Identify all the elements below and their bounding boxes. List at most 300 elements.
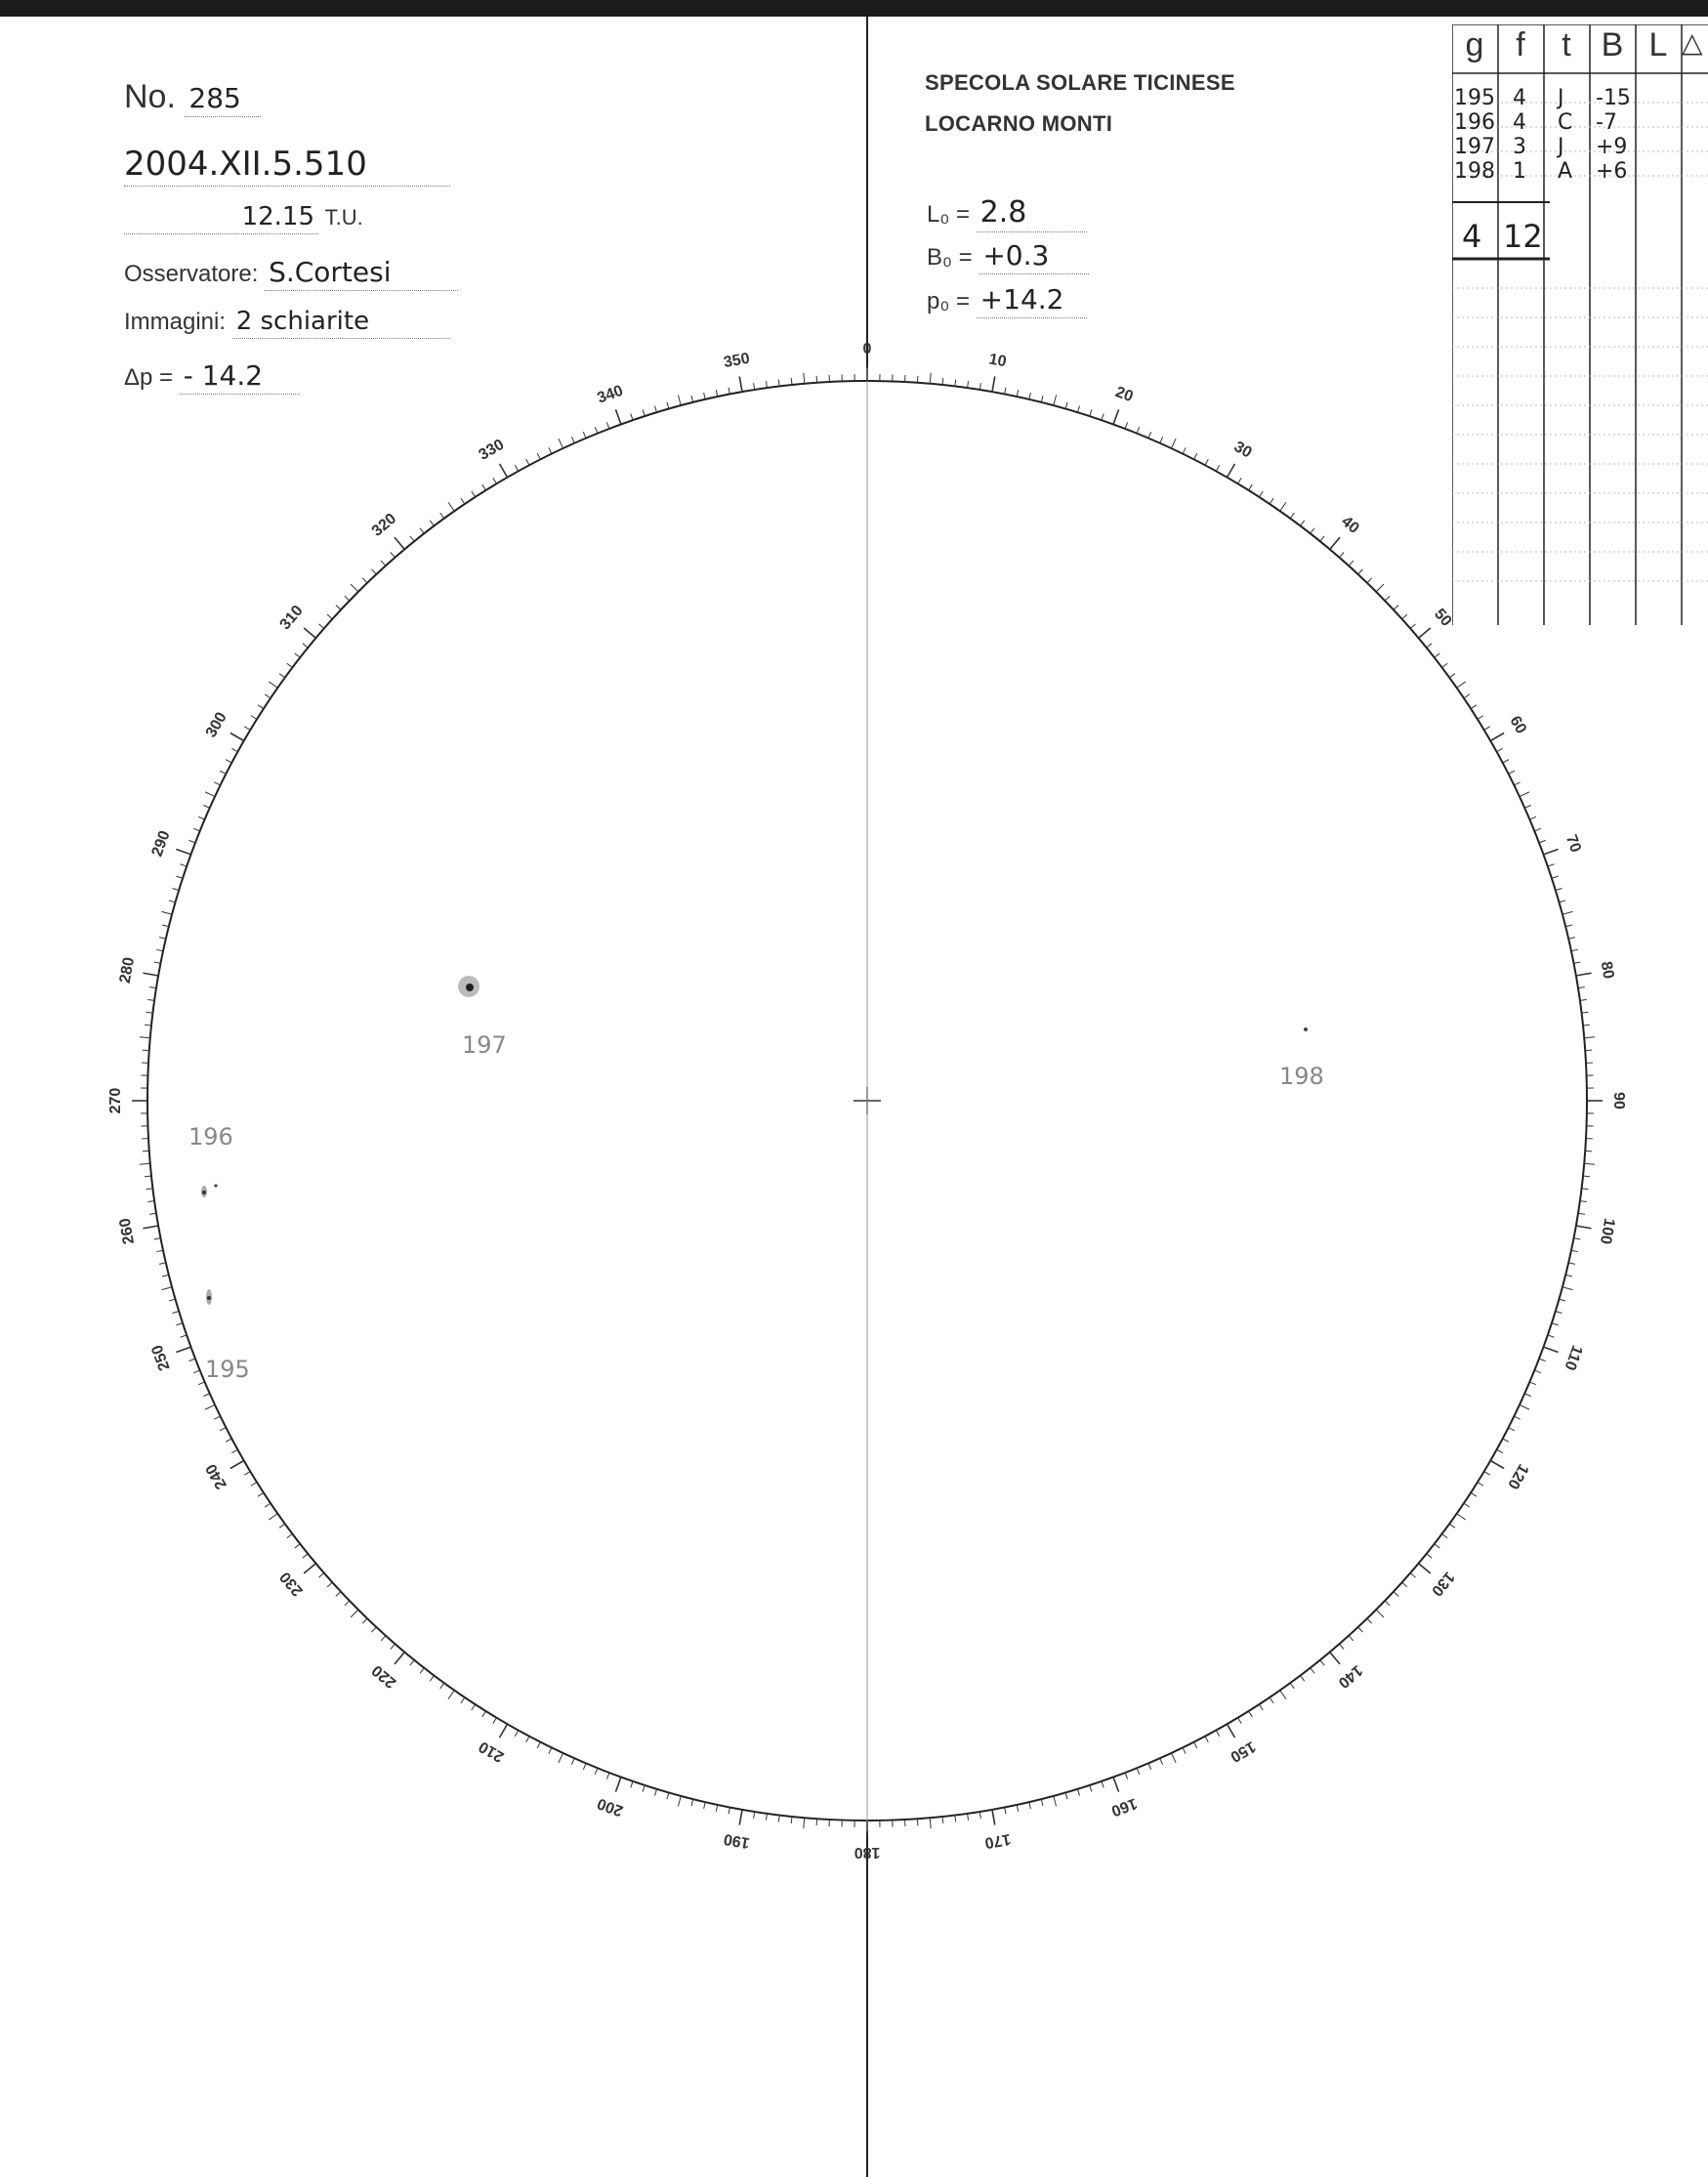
scale-tick xyxy=(147,1201,154,1202)
scale-tick xyxy=(1435,1544,1440,1548)
scale-tick xyxy=(176,1347,190,1352)
scale-tick xyxy=(1559,900,1565,902)
scale-tick xyxy=(1471,705,1477,709)
p0-value: +14.2 xyxy=(977,283,1087,318)
scale-tick xyxy=(1427,644,1432,648)
scale-tick xyxy=(549,1747,552,1753)
scale-tick xyxy=(1565,925,1572,927)
scale-tick xyxy=(778,1816,779,1822)
scale-tick xyxy=(146,1189,153,1190)
scale-tick xyxy=(1449,1524,1455,1528)
scale-tick xyxy=(1568,938,1575,940)
scale-tick xyxy=(1259,1704,1263,1710)
scale-tick xyxy=(1259,491,1263,497)
scale-tick xyxy=(1478,716,1483,720)
scale-tick xyxy=(1330,1653,1340,1664)
scale-tick xyxy=(226,760,231,763)
scale-tick xyxy=(258,705,264,709)
scale-tick xyxy=(287,1534,293,1538)
scale-tick xyxy=(327,614,332,619)
scale-tick xyxy=(1249,484,1253,490)
scale-tick xyxy=(1410,624,1415,629)
scale-tick xyxy=(500,1724,508,1737)
scale-tick xyxy=(643,409,645,416)
table-row-1-g: 195 xyxy=(1454,86,1495,110)
scale-tick xyxy=(198,1382,204,1385)
scale-tick xyxy=(143,1226,158,1229)
scale-tick xyxy=(595,1768,598,1774)
scale-tick xyxy=(176,1323,183,1325)
scale-tick xyxy=(145,1025,151,1026)
scale-tick xyxy=(691,396,693,402)
scale-tick xyxy=(1573,1238,1580,1239)
scale-tick xyxy=(1562,911,1573,914)
sunspot-groups xyxy=(201,976,1308,1305)
scale-tick xyxy=(244,1472,250,1476)
scale-tick xyxy=(1520,792,1529,797)
scale-tick xyxy=(930,373,931,384)
scale-tick xyxy=(1402,1582,1407,1587)
scale-tick xyxy=(500,464,508,478)
scale-tick xyxy=(1571,949,1578,950)
scale-tick xyxy=(287,663,293,667)
scale-tick xyxy=(1385,1601,1390,1606)
scale-tick xyxy=(549,447,552,453)
scale-label-290: 290 xyxy=(148,828,174,859)
scale-tick xyxy=(1137,1768,1140,1774)
table-row-3-t: J xyxy=(1558,135,1564,159)
table-row-2-B: -7 xyxy=(1596,110,1617,135)
scale-tick xyxy=(1503,1439,1509,1442)
scale-tick xyxy=(583,432,586,438)
observation-time-unit: T.U. xyxy=(324,205,363,230)
scale-tick xyxy=(205,792,215,797)
scale-tick xyxy=(176,876,183,878)
scale-tick xyxy=(1571,1250,1578,1251)
scale-tick xyxy=(1270,498,1273,504)
scale-tick xyxy=(1457,682,1466,688)
scale-tick xyxy=(992,1810,995,1825)
sunspot-group-195 xyxy=(206,1289,212,1305)
scale-tick xyxy=(559,439,563,448)
B0-value: +0.3 xyxy=(979,239,1089,274)
scale-tick xyxy=(1562,1287,1573,1290)
scale-tick xyxy=(716,1805,717,1812)
scale-tick xyxy=(493,478,497,483)
B0-label: B₀ = xyxy=(927,244,973,271)
scale-tick xyxy=(198,816,204,819)
scale-tick xyxy=(992,376,995,392)
scale-tick xyxy=(1113,409,1118,424)
scale-tick xyxy=(1565,1275,1572,1277)
scale-label-250: 250 xyxy=(148,1342,174,1373)
table-row-1-t: J xyxy=(1558,86,1564,110)
scale-tick xyxy=(1539,840,1546,843)
scale-tick xyxy=(1311,1668,1314,1674)
scale-tick xyxy=(336,606,341,610)
scale-label-150: 150 xyxy=(1227,1737,1259,1766)
scale-tick xyxy=(1582,1189,1589,1190)
scale-tick xyxy=(791,1817,792,1823)
scale-tick xyxy=(1376,584,1384,592)
scale-tick xyxy=(448,502,454,511)
scale-tick xyxy=(295,653,301,657)
scale-tick xyxy=(143,973,158,976)
scale-tick xyxy=(1113,1778,1118,1792)
scale-tick xyxy=(1367,1618,1372,1623)
scale-tick xyxy=(318,1573,323,1578)
scale-label-240: 240 xyxy=(202,1460,230,1492)
scale-tick xyxy=(1090,409,1092,416)
scale-tick xyxy=(1478,1483,1483,1486)
scale-tick xyxy=(159,938,166,940)
scale-tick xyxy=(1340,1644,1345,1649)
scale-tick xyxy=(1077,406,1079,413)
scale-tick xyxy=(691,1799,693,1806)
scale-label-180: 180 xyxy=(854,1843,881,1861)
scale-tick xyxy=(1534,1370,1540,1373)
scale-tick xyxy=(231,748,237,751)
scale-tick xyxy=(318,624,323,629)
scale-tick xyxy=(1464,694,1470,698)
scale-tick xyxy=(1582,1012,1589,1013)
scale-label-130: 130 xyxy=(1428,1568,1458,1600)
scale-tick xyxy=(1005,388,1006,395)
scale-tick xyxy=(1311,528,1314,534)
scale-tick xyxy=(942,378,943,385)
scale-label-0: 0 xyxy=(862,341,872,358)
scale-tick xyxy=(1524,1394,1530,1397)
scale-tick xyxy=(654,406,656,413)
scale-tick xyxy=(265,694,271,698)
scale-tick xyxy=(440,513,444,519)
table-row-2-t: C xyxy=(1558,110,1573,135)
scale-tick xyxy=(615,1778,620,1792)
scale-tick xyxy=(515,465,518,471)
table-row-2-g: 196 xyxy=(1454,110,1495,135)
scale-tick xyxy=(804,373,805,384)
scale-tick xyxy=(1503,760,1509,763)
scale-tick xyxy=(1419,1564,1431,1573)
scale-tick xyxy=(1544,1347,1559,1352)
scale-tick xyxy=(606,1773,609,1779)
scale-tick xyxy=(1520,1404,1529,1409)
scale-tick xyxy=(678,395,681,405)
scale-tick xyxy=(1427,1554,1432,1558)
scale-tick xyxy=(1183,447,1186,453)
scale-tick xyxy=(1102,1781,1104,1788)
scale-tick xyxy=(1580,1201,1587,1202)
scale-tick xyxy=(979,1812,980,1819)
scale-tick xyxy=(169,1299,176,1301)
scale-tick xyxy=(1464,1503,1470,1507)
scale-tick xyxy=(1578,1213,1585,1214)
scale-label-280: 280 xyxy=(116,955,139,985)
total-groups: 4 xyxy=(1462,218,1482,255)
scale-tick xyxy=(1216,1731,1219,1737)
scale-tick xyxy=(1054,1796,1057,1807)
scale-tick xyxy=(526,459,529,465)
scale-tick xyxy=(1349,561,1354,565)
scale-tick xyxy=(1290,1683,1294,1689)
scale-label-50: 50 xyxy=(1431,606,1455,630)
scale-tick xyxy=(595,427,598,433)
scale-tick xyxy=(1583,1176,1590,1177)
L0-value: 2.8 xyxy=(977,195,1087,232)
scale-tick xyxy=(304,628,315,638)
scale-tick xyxy=(372,569,377,574)
scale-label-320: 320 xyxy=(368,510,400,540)
scale-tick xyxy=(154,962,161,963)
scale-tick xyxy=(537,453,540,459)
scale-tick xyxy=(156,1250,163,1251)
column-header-f: f xyxy=(1516,26,1525,63)
scale-tick xyxy=(1041,396,1043,402)
scale-tick xyxy=(1394,1592,1398,1597)
scale-tick xyxy=(395,537,404,549)
scale-tick xyxy=(1394,606,1398,610)
scale-tick xyxy=(1509,771,1515,774)
scale-tick xyxy=(395,1653,404,1664)
scale-tick xyxy=(482,1711,486,1717)
scale-tick xyxy=(1524,805,1530,808)
table-row-1-B: -15 xyxy=(1596,86,1631,110)
scale-tick xyxy=(336,1592,341,1597)
scale-tick xyxy=(1556,888,1562,890)
scale-tick xyxy=(1539,1359,1546,1361)
scale-label-220: 220 xyxy=(368,1661,400,1692)
scale-tick xyxy=(606,422,609,429)
scale-tick xyxy=(226,1439,231,1442)
scale-tick xyxy=(162,1275,169,1277)
scale-tick xyxy=(571,437,574,442)
scale-tick xyxy=(1584,1037,1595,1038)
scale-tick xyxy=(1280,502,1286,511)
scale-tick xyxy=(1102,414,1104,421)
p0-label: p₀ = xyxy=(927,288,970,314)
scale-label-340: 340 xyxy=(595,382,626,407)
scale-tick xyxy=(1065,1792,1067,1799)
scale-tick xyxy=(430,1676,434,1682)
scale-tick xyxy=(1385,596,1390,601)
scale-tick xyxy=(1054,395,1057,405)
column-header-L: L xyxy=(1648,26,1668,63)
scale-tick xyxy=(1029,393,1031,399)
scale-tick xyxy=(146,1012,153,1013)
scale-tick xyxy=(156,949,163,950)
column-header-t: t xyxy=(1562,26,1571,63)
scale-tick xyxy=(754,1812,755,1819)
scale-tick xyxy=(1490,733,1504,741)
scale-tick xyxy=(372,1627,377,1632)
scale-tick xyxy=(704,393,706,399)
scale-tick xyxy=(269,1514,277,1520)
scale-tick xyxy=(1580,999,1587,1000)
record-number-label: No. xyxy=(124,78,176,115)
scale-tick xyxy=(181,1335,187,1337)
scale-tick xyxy=(362,578,367,583)
scale-tick xyxy=(1576,1226,1592,1229)
scale-tick xyxy=(244,727,250,731)
observatory-name: SPECOLA SOLARE TICINESE xyxy=(925,70,1235,95)
scale-tick xyxy=(739,376,742,392)
scale-tick xyxy=(1410,1573,1415,1578)
scale-tick xyxy=(754,383,755,390)
scale-tick xyxy=(1559,1299,1565,1301)
scale-tick xyxy=(1497,1449,1503,1452)
scale-label-30: 30 xyxy=(1230,438,1255,462)
table-row-1-f: 4 xyxy=(1513,86,1526,110)
table-row-3-g: 197 xyxy=(1454,135,1495,159)
scale-tick xyxy=(149,987,156,988)
group-labels xyxy=(188,1031,1324,1383)
scale-tick xyxy=(778,380,779,387)
group-label-196: 196 xyxy=(188,1123,233,1151)
scale-tick xyxy=(667,402,669,409)
scale-tick xyxy=(420,528,424,534)
scale-tick xyxy=(1568,1263,1575,1265)
scale-tick xyxy=(1340,552,1345,557)
scale-tick xyxy=(1301,1676,1305,1682)
scale-tick xyxy=(1576,973,1592,976)
group-label-198: 198 xyxy=(1279,1063,1324,1090)
scale-tick xyxy=(472,491,476,497)
scale-tick xyxy=(1160,1758,1163,1764)
scale-tick xyxy=(1280,1691,1286,1699)
scale-tick xyxy=(1583,1025,1590,1026)
scale-tick xyxy=(678,1796,681,1807)
scale-tick xyxy=(1160,437,1163,442)
observation-time-value: 12.15 xyxy=(124,202,318,234)
scale-tick xyxy=(955,1816,956,1822)
scale-tick xyxy=(420,1668,424,1674)
scale-tick xyxy=(1367,578,1372,583)
scale-tick xyxy=(1148,1763,1151,1769)
scale-tick xyxy=(968,1814,969,1821)
scale-tick xyxy=(1148,432,1151,438)
scale-tick xyxy=(631,414,633,421)
scale-label-350: 350 xyxy=(722,350,752,372)
scale-tick xyxy=(1349,1636,1354,1641)
scale-label-200: 200 xyxy=(595,1794,626,1820)
scale-tick xyxy=(159,1263,166,1265)
scale-tick xyxy=(1457,1514,1466,1520)
scale-label-260: 260 xyxy=(116,1216,139,1246)
scale-tick xyxy=(472,1704,476,1710)
scale-label-100: 100 xyxy=(1596,1216,1618,1246)
scale-tick xyxy=(1194,1742,1197,1748)
scale-tick xyxy=(1330,537,1340,549)
scale-tick xyxy=(161,1287,172,1290)
scale-tick xyxy=(295,1544,301,1548)
scale-tick xyxy=(537,1742,540,1748)
scale-tick xyxy=(1548,1335,1555,1337)
scale-tick xyxy=(571,1758,574,1764)
scale-tick xyxy=(1514,782,1520,785)
scale-label-70: 70 xyxy=(1562,832,1584,856)
scale-tick xyxy=(461,498,465,504)
scale-tick xyxy=(193,828,199,831)
scale-tick xyxy=(230,733,244,741)
scale-tick xyxy=(258,1492,264,1496)
observation-date-value: 2004.XII.5.510 xyxy=(124,145,450,187)
scale-tick xyxy=(1471,1492,1477,1496)
scale-tick xyxy=(381,1636,386,1641)
scale-tick xyxy=(251,1483,257,1486)
scale-tick xyxy=(193,1370,199,1373)
scale-tick xyxy=(440,1683,444,1689)
scale-label-190: 190 xyxy=(722,1829,752,1852)
scale-tick xyxy=(1077,1789,1079,1796)
scale-tick xyxy=(1171,1753,1176,1763)
scale-tick xyxy=(1419,628,1431,638)
scale-tick xyxy=(1509,1428,1515,1431)
scale-label-230: 230 xyxy=(276,1568,307,1600)
scale-tick xyxy=(1358,1627,1363,1632)
scale-tick xyxy=(345,596,350,601)
delta-p-value: - 14.2 xyxy=(180,359,300,395)
scale-tick xyxy=(1484,1472,1490,1476)
observatory-location: LOCARNO MONTI xyxy=(925,111,1113,136)
scale-tick xyxy=(1171,439,1176,448)
scale-tick xyxy=(220,771,226,774)
scale-tick xyxy=(1442,663,1448,667)
scale-tick xyxy=(1578,987,1585,988)
scale-label-20: 20 xyxy=(1112,384,1136,406)
scale-tick xyxy=(1238,478,1242,483)
scale-tick xyxy=(345,1601,350,1606)
scale-tick xyxy=(1216,465,1219,471)
scale-tick xyxy=(1529,816,1535,819)
sunspot-group-198 xyxy=(1304,1027,1308,1031)
scale-tick xyxy=(942,1817,943,1823)
scale-tick xyxy=(140,1163,150,1164)
column-header-delta: △ xyxy=(1682,27,1703,58)
table-row-4-B: +6 xyxy=(1596,159,1628,184)
scale-tick xyxy=(1125,422,1128,429)
scale-tick xyxy=(304,1564,315,1573)
scale-tick xyxy=(1238,1718,1242,1724)
scale-label-160: 160 xyxy=(1108,1794,1140,1820)
column-header-g: g xyxy=(1465,26,1484,63)
scale-tick xyxy=(766,381,767,388)
scale-tick xyxy=(667,1792,669,1799)
scale-label-210: 210 xyxy=(476,1737,508,1766)
scale-tick xyxy=(279,1524,285,1528)
scale-tick xyxy=(979,383,980,390)
scale-tick xyxy=(1017,390,1018,397)
table-row-2-f: 4 xyxy=(1513,110,1526,135)
scale-label-80: 80 xyxy=(1597,960,1617,981)
column-header-B: B xyxy=(1601,26,1624,63)
scale-tick xyxy=(1065,402,1067,409)
scale-tick xyxy=(140,1037,150,1038)
scale-tick xyxy=(220,1428,226,1431)
scale-tick xyxy=(188,840,195,843)
scale-tick xyxy=(482,484,486,490)
scale-tick xyxy=(173,888,180,890)
scale-tick xyxy=(1556,1311,1562,1313)
scale-tick xyxy=(739,1810,742,1825)
scale-tick xyxy=(654,1789,656,1796)
scale-tick xyxy=(176,849,190,854)
scale-tick xyxy=(1041,1799,1043,1806)
scale-tick xyxy=(351,1610,358,1617)
scale-tick xyxy=(1402,614,1407,619)
scale-tick xyxy=(1544,849,1559,854)
scale-label-270: 270 xyxy=(107,1087,125,1114)
scale-tick xyxy=(410,1660,414,1665)
